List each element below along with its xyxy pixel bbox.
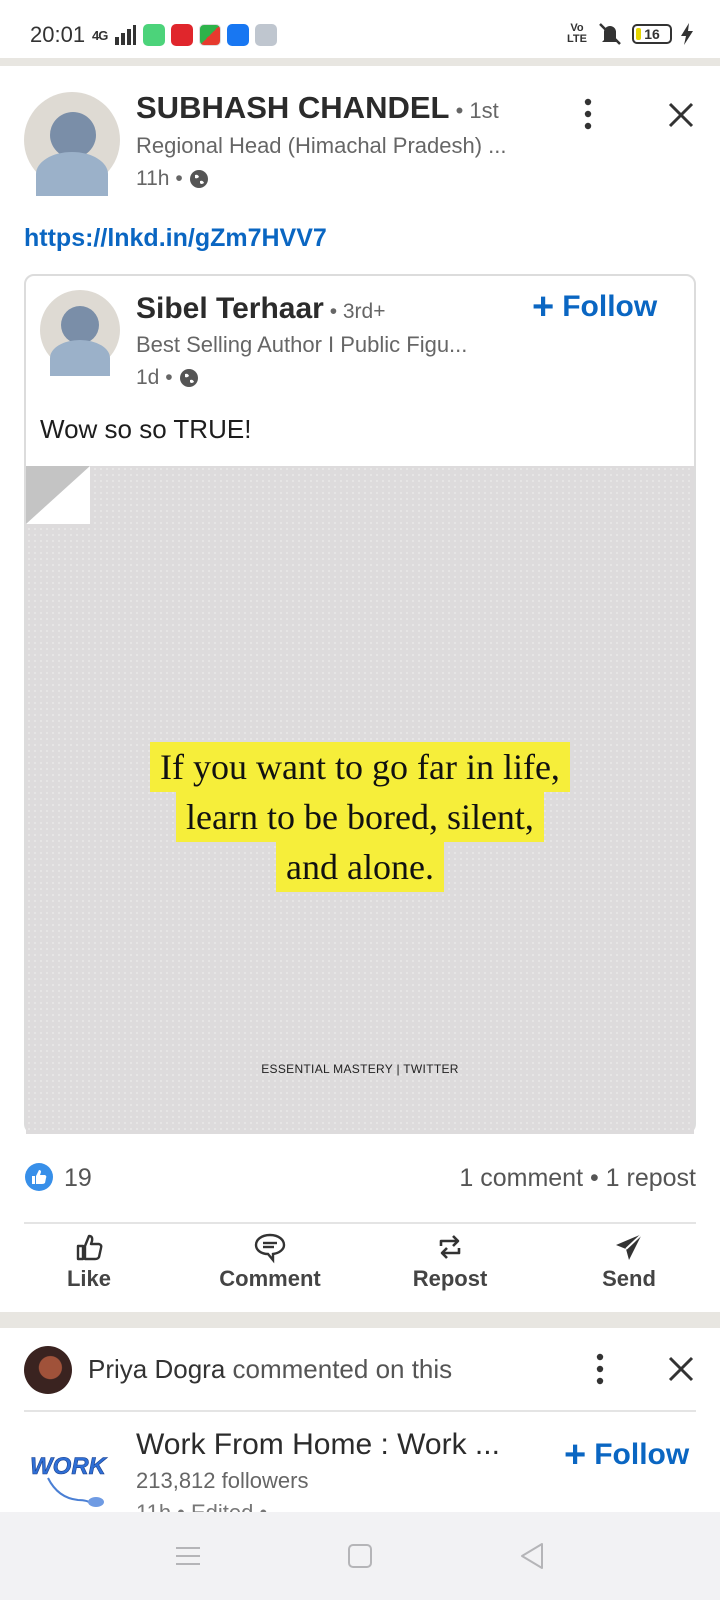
close-icon[interactable] xyxy=(666,1354,696,1384)
back-icon[interactable] xyxy=(516,1540,548,1572)
comment-repost-summary[interactable]: 1 comment • 1 repost xyxy=(459,1164,696,1192)
system-navigation-bar xyxy=(0,1512,720,1600)
divider xyxy=(24,1410,696,1412)
like-reaction-icon[interactable] xyxy=(24,1162,54,1192)
quote-line: and alone. xyxy=(276,842,444,892)
usb-icon xyxy=(227,24,249,46)
charging-icon xyxy=(680,23,694,45)
quote-image[interactable] xyxy=(26,466,694,1134)
page-followers: 213,812 followers xyxy=(136,1468,309,1493)
signal-bars-icon xyxy=(113,25,137,45)
feed-divider xyxy=(0,1312,720,1328)
author-degree: • 1st xyxy=(449,98,499,123)
volte-icon: Vo LTE xyxy=(567,22,587,45)
news-app-icon xyxy=(171,24,193,46)
menu-icon[interactable] xyxy=(172,1540,204,1572)
page-name[interactable]: Work From Home : Work ... xyxy=(136,1428,500,1461)
chat-app-icon xyxy=(143,24,165,46)
repost-icon xyxy=(435,1232,465,1262)
reaction-count[interactable]: 19 xyxy=(64,1164,92,1192)
follow-button[interactable]: + Follow xyxy=(564,1434,690,1476)
shared-author-avatar[interactable] xyxy=(40,290,120,370)
send-button[interactable]: Send xyxy=(559,1232,699,1292)
post-time: 11h • xyxy=(136,167,209,191)
feed-divider-top xyxy=(0,58,720,66)
author-avatar[interactable] xyxy=(24,92,120,188)
divider xyxy=(24,1222,696,1224)
mute-bell-icon xyxy=(596,22,624,46)
send-icon xyxy=(614,1232,644,1262)
svg-text:WORK: WORK xyxy=(30,1453,106,1480)
shared-post-time: 1d • xyxy=(136,366,199,390)
battery-icon: 16 xyxy=(632,24,672,44)
quote-text xyxy=(26,742,694,892)
globe-icon xyxy=(179,368,199,388)
repost-button[interactable]: Repost xyxy=(380,1232,520,1292)
shared-post-card[interactable] xyxy=(24,274,696,1134)
author-name[interactable]: SUBHASH CHANDEL • 1st xyxy=(136,90,499,125)
shared-author-name[interactable]: Sibel Terhaar • 3rd+ xyxy=(136,292,386,325)
plus-icon: + xyxy=(564,1434,587,1476)
shared-post-text: Wow so so TRUE! xyxy=(40,414,252,444)
commenter-avatar[interactable] xyxy=(24,1346,72,1394)
author-headline: Regional Head (Himachal Pradesh) ... xyxy=(136,133,507,158)
plus-icon: + xyxy=(532,286,555,328)
store-app-icon xyxy=(199,24,221,46)
globe-icon xyxy=(189,169,209,189)
work-from-home-logo[interactable] xyxy=(28,1446,112,1510)
comment-icon xyxy=(253,1232,287,1262)
more-options-icon[interactable] xyxy=(582,98,594,130)
status-bar xyxy=(0,0,720,58)
status-right-icons xyxy=(566,22,694,46)
shared-author-degree: • 3rd+ xyxy=(323,300,386,323)
quote-source: ESSENTIAL MASTERY | TWITTER xyxy=(261,1062,459,1076)
network-signal-icon: 4G xyxy=(92,27,108,43)
follow-button[interactable]: + Follow xyxy=(532,286,658,328)
status-notification-icons xyxy=(92,24,277,46)
home-icon[interactable] xyxy=(344,1540,376,1572)
close-icon[interactable] xyxy=(666,100,696,130)
page-post-meta xyxy=(136,1500,267,1512)
shared-author-headline: Best Selling Author I Public Figu... xyxy=(136,332,468,357)
quote-line: If you want to go far in life, xyxy=(150,742,570,792)
status-time: 20:01 xyxy=(30,22,86,47)
font-app-icon xyxy=(255,24,277,46)
page-curl-icon xyxy=(26,466,90,524)
commenter-context: Priya Dogra commented on this xyxy=(88,1354,453,1384)
more-options-icon[interactable] xyxy=(594,1353,606,1385)
comment-button[interactable]: Comment xyxy=(200,1232,340,1292)
thumbs-up-icon xyxy=(74,1232,104,1262)
quote-line: learn to be bored, silent, xyxy=(176,792,544,842)
like-button[interactable]: Like xyxy=(19,1232,159,1292)
post-link[interactable]: https://lnkd.in/gZm7HVV7 xyxy=(24,224,327,252)
commenter-name[interactable]: Priya Dogra xyxy=(88,1354,226,1384)
